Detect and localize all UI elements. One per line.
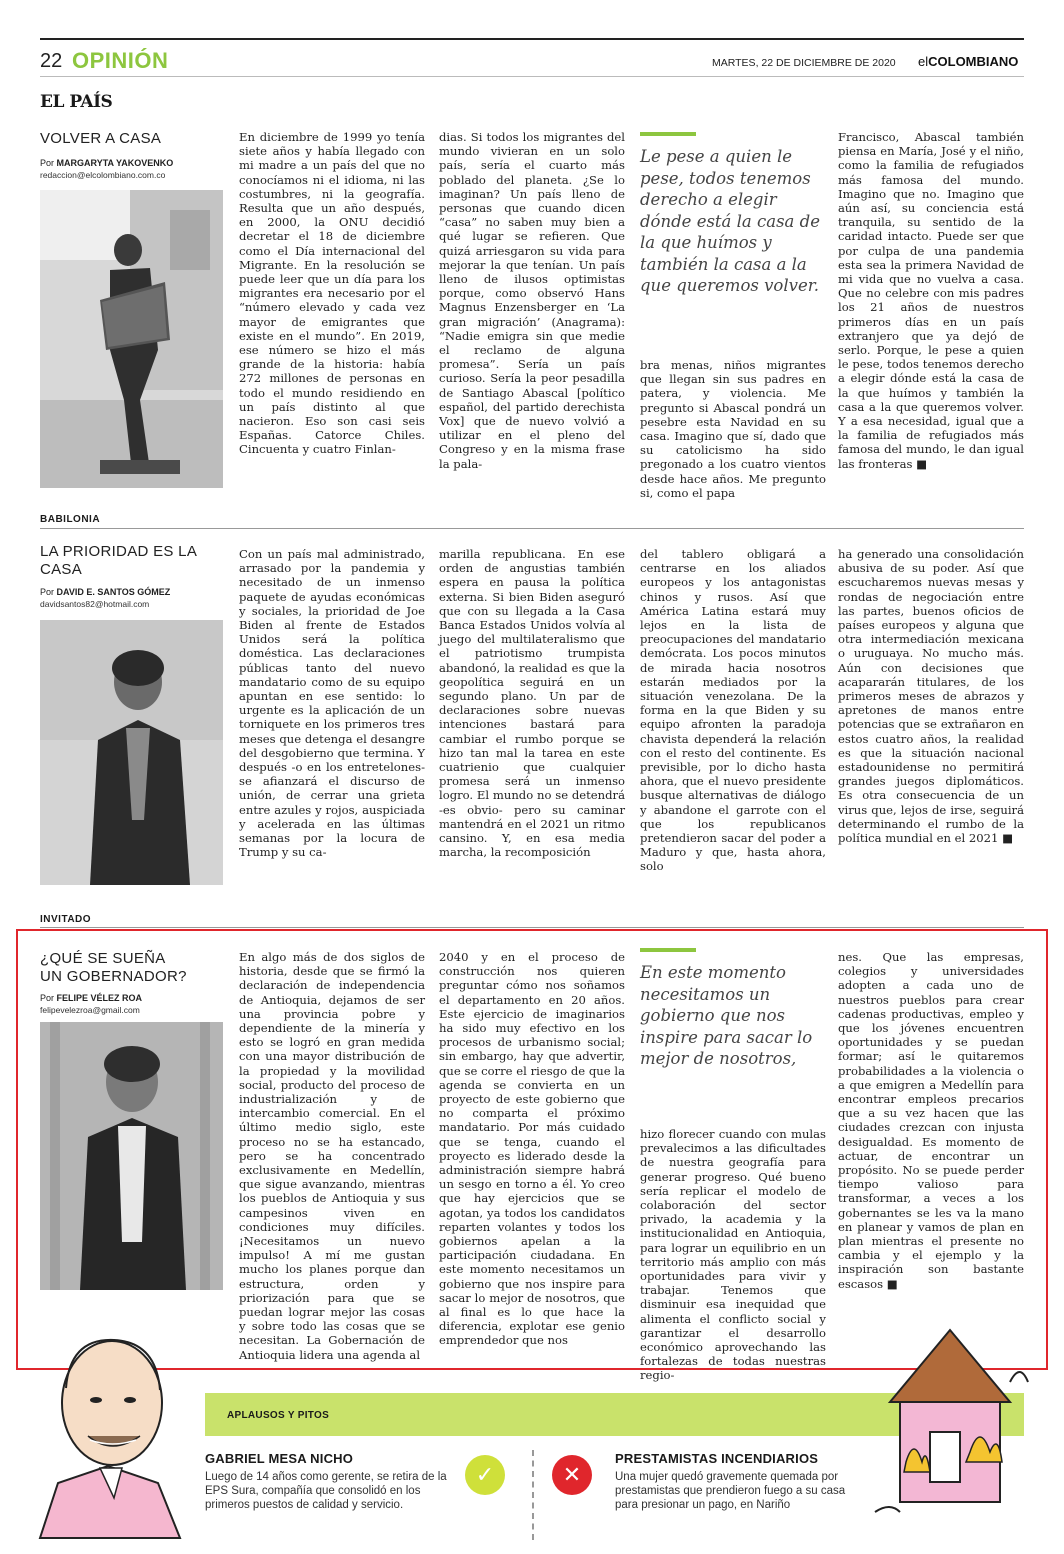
issue-date: MARTES, 22 DE DICIEMBRE DE 2020	[712, 57, 896, 69]
article-column-3: del tablero obligará a centrarse en los aliados europeos y los antagonistas chinos y rusos. Así que América Latina estará muy lejos en la lista de preocupaciones del mandatario demócrata. Los pocos minutos de mirada hacia nosotros estarán mediados por la situación venezolana. De la forma en la que Biden y su equipo afronten la paradoja chavista dependerá la relación con el resto del continente. Es previsible, por lo dicho hasta ahora, que el nuevo presidente busque alternativas de diálogo y abandone el garrote con el que los republicanos pretendieron sacar del poder a Maduro y que, hasta ahora, solo	[640, 547, 826, 874]
article-title: LA PRIORIDAD ES LA CASA	[40, 543, 197, 578]
divider-dashed	[532, 1450, 534, 1540]
author-name: FELIPE VÉLEZ ROA	[56, 993, 143, 1003]
article-column-2: marilla republicana. En ese orden de angustias también espera en pausa la política externa. Si bien Biden aseguró que con su llegada a la Casa Banca Estados Unidos volvía al juego del multilateralismo que el patriotismo trumpista abandonó, la realidad es que la geopolítica seguirá en un segundo plano. Un par de declaraciones sobre nuevas intenciones bastará para cambiar el rumbo porque se hizo tan mal la tarea en este cuatrienio que cualquier promesa será un inmenso logro. El mundo no se detendrá -es obvio- pero su caminar mantendrá en el 2021 un ritmo cansino. Y, en esa media marcha, la recomposición	[439, 547, 625, 860]
author-email: redaccion@elcolombiano.com.co	[40, 170, 166, 180]
section-rule	[40, 528, 1024, 529]
whistle-name: PRESTAMISTAS INCENDIARIOS	[615, 1451, 819, 1466]
article-column-4: ha generado una consolidación abusiva de su poder. Así que escucharemos nuevas mesas y rondas de negociación entre las partes, buenos oficios de países europeos y alguna que otra intermediación mexicana o uruguaya. No mucho más. Aún con decisiones que acapararán titulares, de los primeros meses de abrazos y apretones de manos entre potencias que se extrañaron en estos cuatro años, la realidad es que la situación nacional estadounidense no permitirá grandes juegos diplomáticos. Es otra consecuencia de un virus que, lejos de irse, seguirá determinando el rumbo de la política mundial en el 2021 ■	[838, 547, 1024, 846]
article-title: VOLVER A CASA	[40, 130, 162, 147]
whistle-text: Una mujer quedó gravemente quemada por prestamistas que prendieron fuego a su casa para presionar un pago, en Nariño	[615, 1471, 846, 1511]
pull-quote-rule	[640, 132, 696, 136]
aplausos-title: APLAUSOS Y PITOS	[227, 1410, 330, 1421]
section-rule	[40, 927, 1024, 928]
author-name: DAVID E. SANTOS GÓMEZ	[56, 587, 171, 597]
check-icon: ✓	[465, 1455, 505, 1495]
section-label-invitado: INVITADO	[40, 914, 92, 925]
pull-quote: En este momento necesitamos un gobierno que nos inspire para sacar lo mejor de nosotros,	[640, 963, 813, 1068]
article-column-2: dias. Si todos los migrantes del mundo vivieran en un solo país, sería el cuarto más poblado del planeta. ¿Se lo imaginan? Un país lleno de personas que cuando dicen “casa” no saben muy bien a qué lugar se refieren. Que quizá arriesgaron su vida para mejorar la que tenían. Un país lleno de ilusos optimistas porque, como observó Hans Magnus Enzensberger en ‘La gran migración’ (Anagrama): “Nadie emigra sin que medie el reclamo de alguna promesa”. Sería un país curioso. Sería la peor pesadilla de Santiago Abascal [político español, del partido derechista Vox] que de nuevo volvió a utilizar en el pleno del Congreso y en la misma frase la pala-	[439, 130, 625, 471]
masthead-logo	[918, 54, 1018, 69]
author-photo-velez	[40, 1022, 223, 1290]
page-number: 22	[40, 50, 63, 72]
byline: Por MARGARYTA YAKOVENKO	[40, 158, 174, 168]
article-column-4: Francisco, Abascal también piensa en María, José y el niño, como la familia de refugiados más famosa del mundo. Imagino que no. Imagino que aún así, su conciencia está tranquila, su sentido de la caridad intacto. Puede ser que por culpa de una pandemia esta sea la primera Navidad de mi vida que no vuelva a casa. Que no celebre con mis padres los 21 años de nuestros primeros días en un país extranjero que ya dejó de serlo. Porque, le pese a quien le pese, todos tenemos derecho a elegir dónde está la casa de la que huímos y también la casa a la que queremos volver. Y a esa necesidad, igual que a la familia de refugiados más famosa del mundo, le dan igual las fronteras ■	[838, 130, 1024, 471]
article-column-3: hizo florecer cuando con mulas prevalecimos a las dificultades de nuestra geografía para generar progreso. Qué bueno sería replicar el modelo de colaboración del sector privado, la academia y la institucionalidad en Antioquia, para lograr un equilibrio en un territorio más amplio con más oportunidades para vivir y trabajar. Tenemos que disminuir esa inequidad que alimenta el conflicto social y garantizar el desarrollo económico aprovechando las fortalezas de todas nuestras regio-	[640, 1127, 826, 1383]
section-title: OPINIÓN	[72, 48, 169, 73]
source-logo: EL PAÍS	[40, 92, 113, 112]
pull-quote: Le pese a quien le pese, todos tenemos derecho a elegir dónde está la casa de la que huímos y también la casa a la que queremos volver.	[640, 147, 820, 295]
article-column-2: 2040 y en el proceso de construcción nos quieren preguntar cómo nos soñamos el departamento en 20 años. Este ejercicio de imaginarios ha sido muy efectivo en los procesos de urbanismo social; sin embargo, hay que advertir, que se corre el riesgo de que la agenda se convierta en un proyecto de este gobierno que no comparta el próximo mandatario. Por más cuidado que se tenga, cuando el proyecto es liderado desde la administración siempre habrá un sesgo en torno a él. Yo creo que hay ejercicios que se agotan, ya todos los candidatos reparten volantes y todos los gobiernos apelan a la participación ciudadana. En este momento necesitamos un gobierno que nos inspire para sacar lo mejor de nosotros, que al final es lo que hace la diferencia, explotar ese genio emprendedor que nos	[439, 950, 625, 1348]
statue-photo	[40, 190, 223, 488]
article-column-3: bra menas, niños migrantes que llegan sin sus padres en patera, y violencia. Me pregunto si Abascal pondrá un pesebre esta Navidad en su casa. Imagino que sí, dado que su catolicismo ha sido pregonado a los cuatro vientos desde hace años. Me pregunto si, como el papa	[640, 358, 826, 500]
article-title: ¿QUÉ SE SUEÑA UN GOBERNADOR?	[40, 950, 187, 985]
header-bottom-rule	[40, 76, 1024, 77]
article-column-1: En diciembre de 1999 yo tenía siete años y había llegado con mi madre a un país del que no conocíamos ni el idioma, ni las costumbres, ni la geografía. Resulta que un año después, en 2000, la ONU decidió decretar el 18 de diciembre como el Día internacional del Migrante. En la resolución se puede leer que un día para los migrantes era necesario por el “número elevado y cada vez mayor de emigrantes que existe en el mundo”. En 2019, ese número se hizo el más grande de la historia: había 272 millones de personas en todo el mundo residiendo en un país distinto al que nacieron. Eso son casi seis Españas. Catorce Chiles. Cincuenta y cuatro Finlan-	[239, 130, 425, 457]
brand-name: COLOMBIANO	[928, 54, 1019, 69]
applause-name: GABRIEL MESA NICHO	[205, 1451, 354, 1466]
byline: Por FELIPE VÉLEZ ROA	[40, 993, 143, 1003]
cross-icon: ✕	[552, 1455, 592, 1495]
article-column-4: nes. Que las empresas, colegios y universidades adopten a cada uno de nuestros pueblos para crear cadenas productivas, empleo y que los jóvenes encuentren oportunidades y se puedan formar; así le quitaremos probabilidades a la violencia o a que emigren a Medellín para encontrar empleos precarios que a su vez hacen que las ciudades crezcan con injusta desigualdad. Es momento de actuar, de encontrar un propósito. No se puede perder tiempo valioso para transformar, a veces a los gobernantes se les va la mano en planear y vamos de plan en plan mientras el presente no cambia y el ejemplo y la inspiración son bastante escasos ■	[838, 950, 1024, 1291]
article-column-1: Con un país mal administrado, arrasado por la pandemia y necesitado de un inmenso paquete de ayudas económicas y sociales, la prioridad de Joe Biden al frente de Estados Unidos será la política doméstica. Las declaraciones públicas tanto del nuevo mandatario como de su equipo apuntan en ese sentido: lo urgente es la aplicación de un torniquete en los primeros tres meses que detenga el desangre del desgobierno que termina. Y después -o en los entretelones- se afianzará el discurso de unión, de cerrar una grieta entre azules y rojos, auspiciada y acelerada en las últimas semanas por la locura de Trump y su ca-	[239, 547, 425, 860]
pull-quote-rule	[640, 948, 696, 952]
brand-prefix: el	[918, 54, 929, 69]
burning-house-illustration	[870, 1312, 1030, 1522]
author-email: felipevelezroa@gmail.com	[40, 1005, 140, 1015]
caricature-portrait	[30, 1318, 210, 1538]
applause-text: Luego de 14 años como gerente, se retira de la EPS Sura, compañía que consolidó en los primeros puestos de calidad y servicio.	[205, 1471, 447, 1511]
author-photo-santos	[40, 620, 223, 885]
header-top-rule	[40, 38, 1024, 40]
article-column-1: En algo más de dos siglos de historia, desde que se firmó la declaración de independencia de Antioquia, dejamos de ser una provincia pobre y dependiente de la minería y esto se logró en gran medida con una mayor distribución de la propiedad y la movilidad social, producto del proceso de industrialización y de intercambio comercial. En el último medio siglo, este proceso no se ha estancado, pero se ha concentrado exclusivamente en Medellín, que sigue avanzando, mientras los pueblos de Antioquia y sus campesinos viven en condiciones muy difíciles. ¡Necesitamos un nuevo impulso! A mí me gustan mucho los planes porque dan estructura, orden y priorización para que se puedan lograr mejor las cosas y sobre todo las cosas que se necesitan. La Gobernación de Antioquia lidera una agenda al	[239, 950, 425, 1362]
author-name: MARGARYTA YAKOVENKO	[56, 158, 174, 168]
section-label-babilonia: BABILONIA	[40, 514, 101, 525]
author-email: davidsantos82@hotmail.com	[40, 599, 150, 609]
byline: Por DAVID E. SANTOS GÓMEZ	[40, 587, 171, 597]
